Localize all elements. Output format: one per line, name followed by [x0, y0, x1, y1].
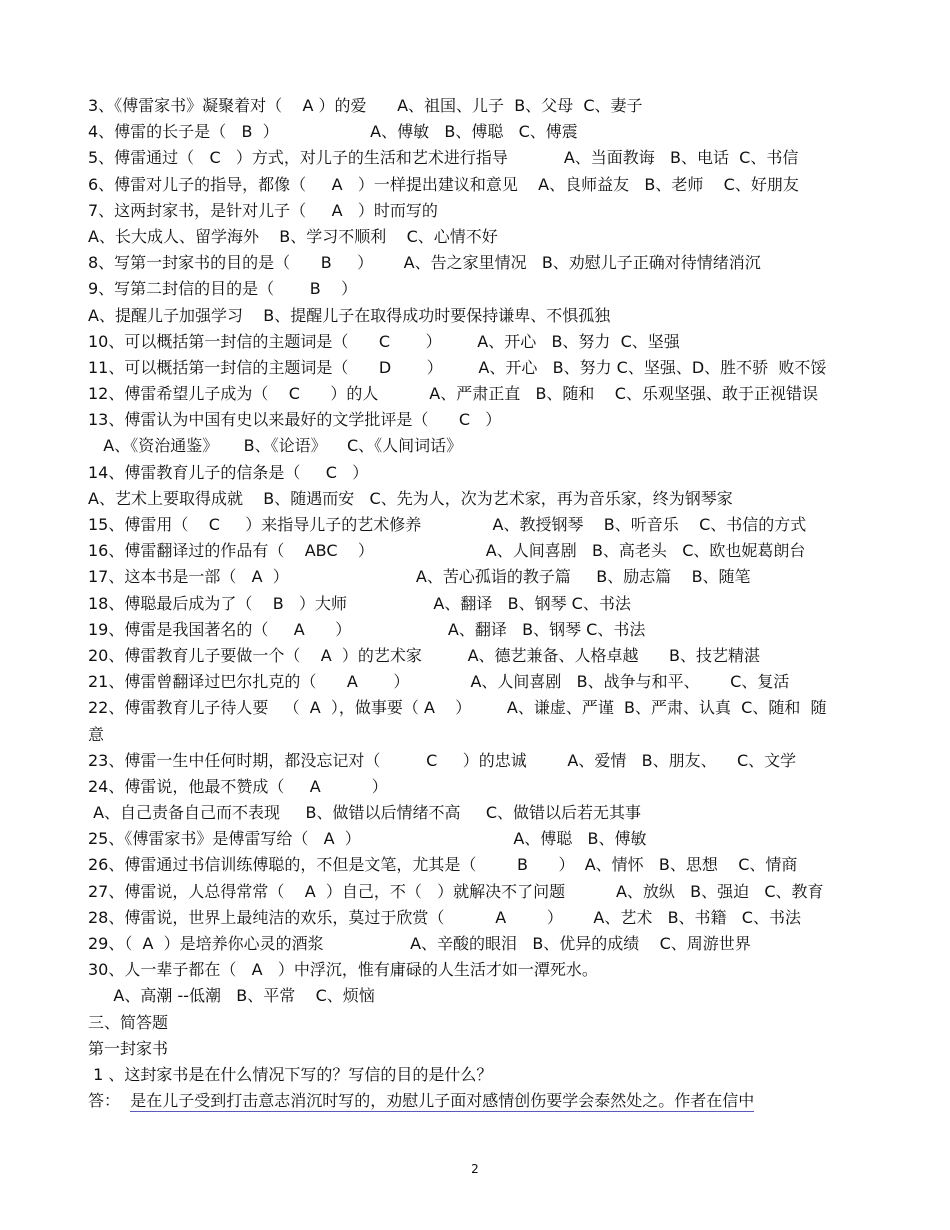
text-line: 1 、这封家书是在什么情况下写的？写信的目的是什么？ — [88, 1064, 493, 1084]
text-line: 23、傅雷一生中任何时期，都没忘记对（ C ）的忠诚 A、爱情 B、朋友、 C、文学 — [88, 750, 797, 770]
text-line: A、自己责备自己而不表现 B、做错以后情绪不高 C、做错以后若无其事 — [88, 803, 642, 823]
text-line: 27、傅雷说，人总得常常（ A ）自己，不（ ）就解决不了问题 A、放纵 B、强迫 C、教育 — [88, 881, 824, 901]
text-line: 14、傅雷教育儿子的信条是（ C ） — [88, 462, 369, 482]
text-line: 24、傅雷说，他最不赞成（ A ） — [88, 776, 388, 796]
text-line: A、提醒儿子加强学习 B、提醒儿子在取得成功时要保持谦卑、不惧孤独 — [88, 305, 611, 325]
text-line: 13、傅雷认为中国有史以来最好的文学批评是（ C ） — [88, 410, 502, 430]
text-line: 25、《傅雷家书》是傅雷写给（ A ） A、傅聪 B、傅敏 — [88, 829, 647, 849]
text-line: A、《资治通鉴》 B、《论语》 C、《人间词话》 — [88, 436, 463, 456]
text-line: 6、傅雷对儿子的指导，都像（ A ）一样提出建议和意见 A、良师益友 B、老师 C、好朋友 — [88, 174, 799, 194]
text-line: A、艺术上要取得成就 B、随遇而安 C、先为人，次为艺术家，再为音乐家，终为钢琴家 — [88, 488, 733, 508]
text-line: 20、傅雷教育儿子要做一个（ A ）的艺术家 A、德艺兼备、人格卓越 B、技艺精湛 — [88, 645, 761, 665]
text-line: 22、傅雷教育儿子待人要 （ A ），做事要（ A ） A、谦虚、严谨 B、严肃、认真 C、随和 随 — [88, 698, 827, 718]
text-line: 7、这两封家书，是针对儿子（ A ）时而写的 — [88, 200, 438, 220]
text-line: 28、傅雷说，世界上最纯洁的欢乐，莫过于欣赏（ A ） A、艺术 B、书籍 C、书法 — [88, 907, 801, 927]
text-line: 30、人一辈子都在（ A ）中浮沉，惟有庸碌的人生活才如一潭死水。 — [88, 960, 598, 980]
text-line: 4、傅雷的长子是（ B ） A、傅敏 B、傅聪 C、傅震 — [88, 122, 578, 142]
page-number: 2 — [471, 1162, 479, 1176]
answer-line — [88, 1088, 863, 1114]
text-line: 17、这本书是一部（ A ） A、苦心孤诣的教子篇 B、励志篇 B、随笔 — [88, 567, 751, 587]
text-line: 第一封家书 — [88, 1038, 169, 1058]
answer-text: 是在儿子受到打击意志消沉时写的，劝慰儿子面对感情创伤要学会泰然处之。作者在信中 — [130, 1091, 755, 1111]
text-line: A、长大成人、留学海外 B、学习不顺利 C、心情不好 — [88, 226, 498, 246]
text-line: 三、简答题 — [88, 1012, 169, 1032]
text-line: 15、傅雷用（ C ）来指导儿子的艺术修养 A、教授钢琴 B、听音乐 C、书信的方式 — [88, 515, 807, 534]
answer-label: 答： — [88, 1091, 131, 1111]
text-line: 29、（ A ）是培养你心灵的酒浆 A、辛酸的眼泪 B、优异的成绩 C、周游世界 — [88, 934, 751, 953]
text-line: 12、傅雷希望儿子成为（ C ）的人 A、严肃正直 B、随和 C、乐观坚强、敢于正视错误 — [88, 384, 818, 404]
text-line: 9、写第二封信的目的是（ B ） — [88, 279, 358, 299]
text-line: 21、傅雷曾翻译过巴尔扎克的（ A ） A、人间喜剧 B、战争与和平、 C、复活 — [88, 672, 790, 692]
document-body — [88, 93, 863, 1114]
text-line: 11、可以概括第一封信的主题词是（ D ） A、开心 B、努力 C、坚强、D、胜不骄 败不馁 — [88, 357, 827, 377]
text-line: 8、写第一封家书的目的是（ B ） A、告之家里情况 B、劝慰儿子正确对待情绪消沉 — [88, 253, 761, 273]
text-line: 10、可以概括第一封信的主题词是（ C ） A、开心 B、努力 C、坚强 — [88, 331, 680, 351]
text-line: 19、傅雷是我国著名的（ A ） A、翻译 B、钢琴 C、书法 — [88, 619, 646, 639]
text-line: 5、傅雷通过（ C ）方式，对儿子的生活和艺术进行指导 A、当面教诲 B、电话 C、书信 — [88, 148, 799, 168]
text-line: 意 — [88, 724, 105, 744]
text-line: 16、傅雷翻译过的作品有（ ABC ） A、人间喜剧 B、高老头 C、欧也妮葛朗台 — [88, 541, 806, 561]
text-line: 26、傅雷通过书信训练傅聪的，不但是文笔，尤其是（ B ） A、情怀 B、思想 C、情商 — [88, 855, 798, 875]
text-line: 3、《傅雷家书》凝聚着对（ A ）的爱 A、祖国、儿子 B、父母 C、妻子 — [88, 96, 643, 115]
text-line: A、高潮 --低潮 B、平常 C、烦恼 — [88, 986, 375, 1006]
text-line: 18、傅聪最后成为了（ B ）大师 A、翻译 B、钢琴 C、书法 — [88, 593, 631, 613]
